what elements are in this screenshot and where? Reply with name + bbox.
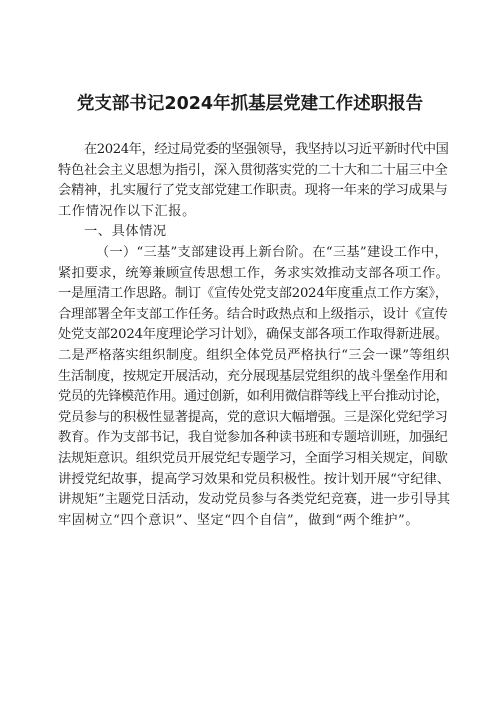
paragraph-line: 紧扣要求，统筹兼顾宣传思想工作，务求实效推动支部各项工作。 (58, 265, 450, 281)
document-body (58, 140, 450, 531)
paragraph-line: 讲规矩”主题党日活动，发动党员参与各类党纪竞赛，进一步引导其 (58, 492, 451, 508)
paragraph-line: 一是厘清工作思路。制订《宣传处党支部2024年度重点工作方案》， (58, 286, 448, 302)
paragraph-line: 教育。作为支部书记，我自觉参加各种读书班和专题培训班，加强纪 (58, 430, 448, 446)
paragraph-line: 特色社会主义思想为指引，深入贯彻落实党的二十大和二十届三中全 (58, 162, 448, 178)
paragraph-line: 会精神，扎实履行了党支部党建工作职责。现将一年来的学习成果与 (58, 183, 448, 199)
paragraph-line: （一）“三基”支部建设再上新台阶。在“三基”建设工作中， (96, 244, 448, 260)
paragraph-line: 牢固树立“四个意识”、坚定“四个自信”，做到“两个维护”。 (58, 512, 420, 528)
document-title: 党支部书记2024年抓基层党建工作述职报告 (76, 94, 424, 114)
paragraph-line: 讲授党纪故事，提高学习效果和党员积极性。按计划开展“守纪律、 (58, 471, 451, 487)
paragraph-line: 在2024年，经过局党委的坚强领导，我坚持以习近平新时代中国 (84, 142, 449, 157)
paragraph-line: 党员参与的积极性显著提高，党的意识大幅增强。三是深化党纪学习 (58, 409, 448, 425)
paragraph-line: 党员的先锋模范作用。通过创新，如利用微信群等线上平台推动讨论， (58, 389, 449, 405)
paragraph-line: 处党支部2024年度理论学习计划》，确保支部各项工作取得新进展。 (58, 327, 448, 343)
paragraph-line: 工作情况作以下汇报。 (58, 203, 196, 219)
section-heading: 一、具体情况 (84, 224, 167, 240)
paragraph-line: 法规矩意识。组织党员开展党纪专题学习，全面学习相关规定，间歇 (58, 450, 448, 466)
paragraph-line: 合理部署全年支部工作任务。结合时政热点和上级指示，设计《宣传 (58, 306, 448, 322)
paragraph-line: 生活制度，按规定开展活动，充分展现基层党组织的战斗堡垒作用和 (58, 368, 448, 384)
paragraph-line: 二是严格落实组织制度。组织全体党员严格执行“三会一课”等组织 (58, 347, 450, 363)
